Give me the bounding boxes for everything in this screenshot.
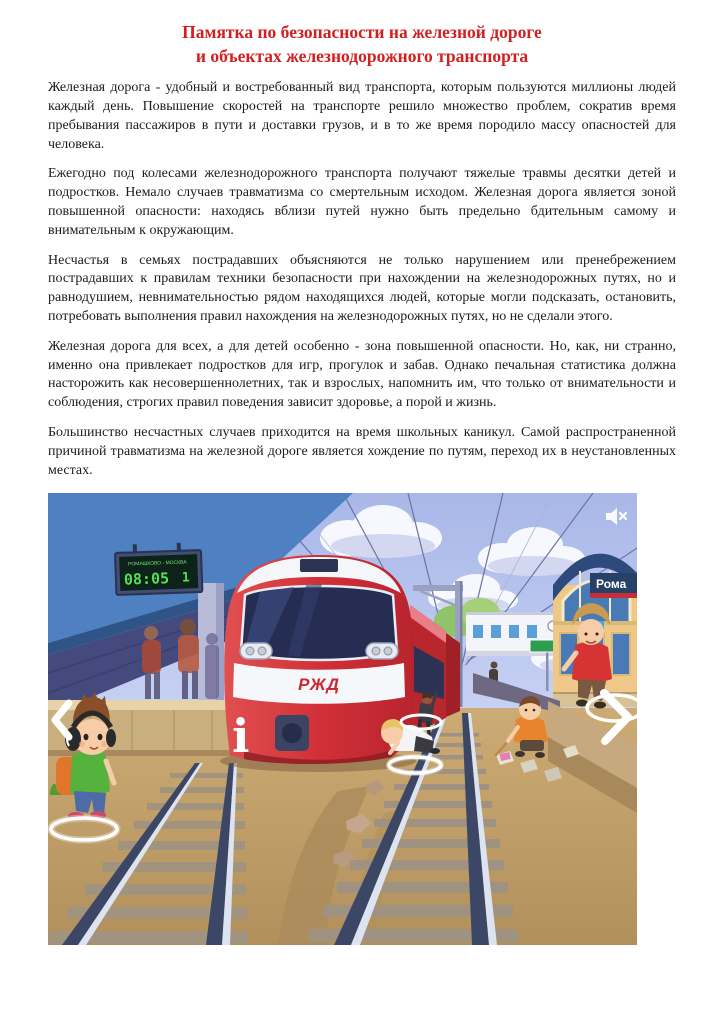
title-line-1: Памятка по безопасности на железной дороге	[182, 22, 542, 42]
title-line-2: и объектах железнодорожного транспорта	[195, 46, 529, 67]
paragraph-1: Железная дорога - удобный и востребованный вид транспорта, которым пользуются миллионы людей каждый день. Повышение скоростей на транспорте решило множество проблем, сократив время пребывания пассажиров в пути и доставки грузов, и в то же время породило массу опасностей для человека.	[48, 80, 676, 152]
train-pantograph-box	[300, 559, 338, 572]
paragraph-5: Большинство несчастных случаев приходится на время школьных каникул. Самой распространенной причиной травматизма на железной дороге является хождение по путям, переход их в неустановленных местах.	[48, 425, 676, 478]
paragraph-3: Несчастья в семьях пострадавших объясняются не только нарушением или пренебрежением пострадавших к правилам техники безопасности при нахождении на железнодорожных путях, но и равнодушием, невнимательностью рядом находящихся людей, которые могли подсказать, остановить, потребовать выполнения правил нахождения на железнодорожных путях, но не сделали этого.	[48, 252, 676, 325]
station-sign-label: Рома	[596, 577, 627, 592]
board-route-text: РОМАШКОВО - МОСКВА	[128, 559, 187, 568]
paragraph-4: Железная дорога для всех, а для детей особенно - зона повышенной опасности. Но, как, ни странно, именно она привлекает подростков для игр, прогулок и забав. Однако печальная статистика должна насторожить как несовершеннолетних, так и взрослых, напомнить им, что только от внимательности и соблюдения, строгих правил поведения зависит здоровье, а порой и жизнь.	[48, 338, 676, 411]
info-marker-icon[interactable]: i	[232, 709, 250, 764]
railway-safety-illustration	[48, 493, 637, 945]
board-time-text: 08:05	[123, 569, 170, 590]
rzd-logo: РЖД	[298, 675, 340, 695]
paragraph-2: Ежегодно под колесами железнодорожного транспорта получают тяжелые травмы десятки детей и подростков. Немало случаев травматизма со смертельным исходом. Железная дорога является зоной повышенной опасности: находясь вблизи путей нужно быть предельно бдительным самому и внимательным к окружающим.	[48, 166, 676, 238]
page-title	[48, 20, 676, 68]
board-platform-number: 1	[181, 570, 191, 587]
